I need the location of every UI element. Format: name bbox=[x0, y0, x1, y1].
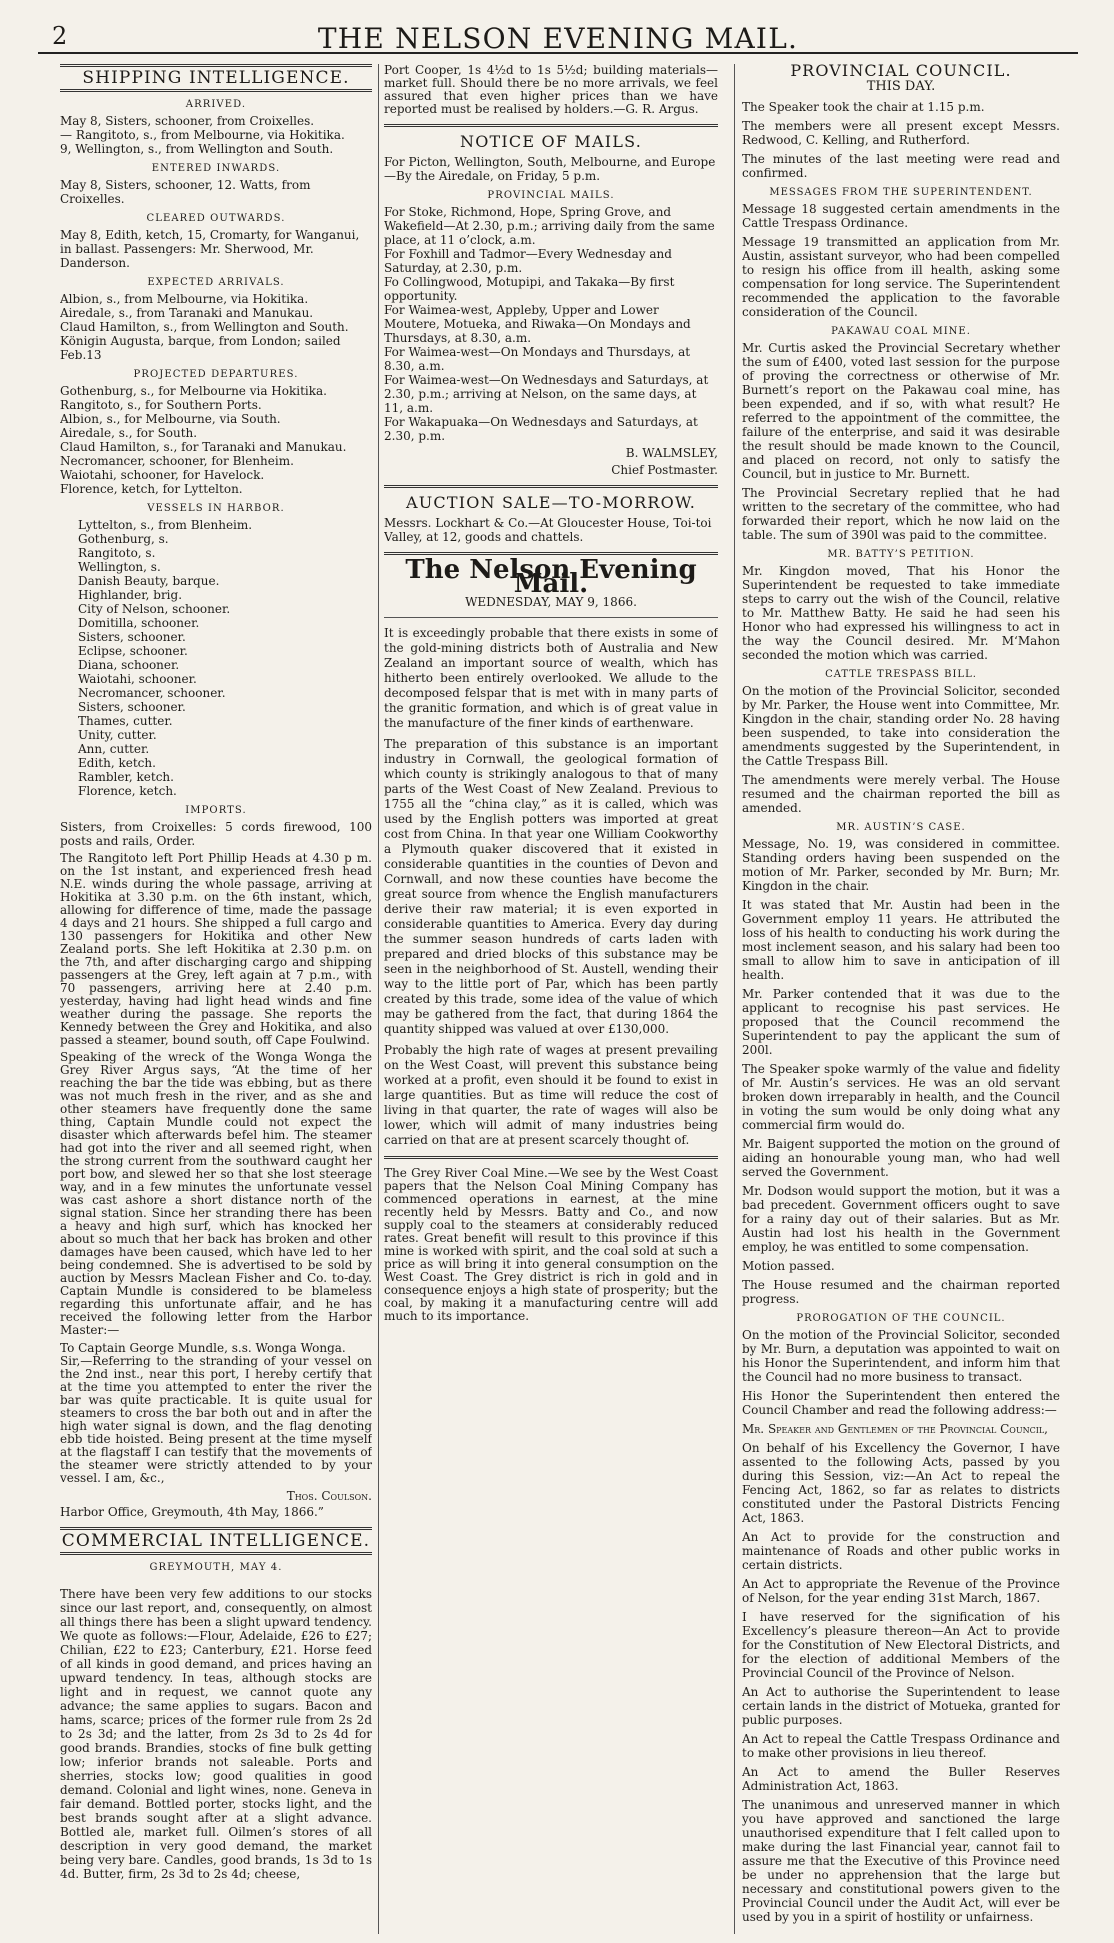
cattle-title: CATTLE TRESPASS BILL. bbox=[825, 669, 977, 680]
vessel-item: City of Nelson, schooner. bbox=[78, 602, 231, 616]
vessel-item: Wellington, s. bbox=[78, 560, 161, 574]
prorogation-paragraph: An Act to appropriate the Revenue of the Province of Nelson, for the year ending 31st March, 1867. bbox=[742, 1577, 1060, 1605]
vessel-item: Waiotahi, schooner. bbox=[78, 672, 197, 686]
messages-title: MESSAGES FROM THE SUPERINTENDENT. bbox=[769, 187, 1033, 198]
rangitoto-paragraph: The Rangitoto left Port Phillip Heads at 4.30 p m. on the 1st instant, and experienced fresh head N.E. winds during the whole passage, arriving at Hokitika at 3.30 p.m. on the 6th instant, which, allowing for difference of time, made the passage 4 days and 21 hours. She shipped a full cargo and 130 passengers for Hokitika and other New Zealand ports. She left Hokitika at 2.30 p.m. on the 7th, and after discharging cargo and shipping passengers at the Grey, left again at 7 p.m., with 70 passengers, arriving here at 2.40 p.m. yesterday, having had light head winds and fine weather during the passage. She reports the Kennedy between the Grey and Hokitika, and also passed a steamer, bound south, off Cape Foulwind. bbox=[60, 851, 372, 1047]
provincial-council-title: PROVINCIAL COUNCIL. bbox=[790, 64, 1012, 80]
austin-title: MR. AUSTIN’S CASE. bbox=[836, 822, 966, 833]
vessel-item: Diana, schooner. bbox=[78, 658, 180, 672]
vessel-item: Eclipse, schooner. bbox=[78, 644, 188, 658]
masthead bbox=[38, 14, 1078, 54]
entered-title: ENTERED INWARDS. bbox=[151, 163, 281, 174]
prorogation-paragraph: The unanimous and unreserved manner in which you have approved and sanctioned the large unauthorised expenditure that I felt called upon to make during the last Financial year, cannot fail to assure me that the Executive of this Province need be under no apprehension that the large but necessary and constitutional powers given to the Provincial Council under the Audit Act, will ever be used by you in a spirit of hostility or unfairness. bbox=[742, 1798, 1060, 1924]
mail-item: For Stoke, Richmond, Hope, Spring Grove, and Wakefield—At 2.30, p.m.; arriving daily from the same place, at 11 o’clock, a.m. bbox=[384, 205, 715, 247]
cattle-paragraph: On the motion of the Provincial Solicitor, seconded by Mr. Parker, the House went into Committee, Mr. Kingdon in the chair, standing order No. 28 having been suspended, to take into consideration the amendments suggested by the Superintendent, in the Cattle Trespass Bill. bbox=[742, 684, 1060, 768]
batty-title: MR. BATTY’S PETITION. bbox=[827, 549, 975, 560]
austin-paragraph: The House resumed and the chairman reported progress. bbox=[742, 1278, 1060, 1306]
notice-line: For Picton, Wellington, South, Melbourne, and Europe—By the Airedale, on Friday, 5 p.m. bbox=[384, 155, 716, 183]
expected-title: EXPECTED ARRIVALS. bbox=[147, 277, 285, 288]
mail-item: For Waimea-west—On Mondays and Thursdays, at 8.30, a.m. bbox=[384, 345, 691, 373]
projected-title: PROJECTED DEPARTURES. bbox=[133, 369, 299, 380]
expected-item: Albion, s., from Melbourne, via Hokitika. bbox=[60, 292, 309, 306]
vessel-item: Sisters, schooner. bbox=[78, 700, 186, 714]
imports-item: Sisters, from Croixelles: 5 cords firewood, 100 posts and rails, Order. bbox=[60, 820, 372, 848]
projected-item: Claud Hamilton, s., for Taranaki and Manukau. bbox=[60, 440, 347, 454]
auction-title: AUCTION SALE—TO-MORROW. bbox=[405, 493, 697, 512]
lead-paragraph: Probably the high rate of wages at present prevailing on the West Coast, will prevent this substance being worked at a profit, even should it be found to exist in large quantities. But as time will reduce the cost of living in that quarter, the rate of wages will also be lower, which will admit of many industries being carried on that are at present scarcely thought of. bbox=[384, 1043, 718, 1147]
column-divider-left bbox=[378, 64, 379, 1934]
wreck-paragraph: Speaking of the wreck of the Wonga Wonga the Grey River Argus says, “At the time of her reaching the bar the tide was ebbing, but as there was not much fresh in the river, and as she and other steamers have frequently done the same thing, Captain Mundle could not expect the disaster which afterwards befel him. The steamer had got into the river and all seemed right, when the strong current from the southward caught her port bow, and slewed her so that she lost steerage way, and in a few minutes the unfortunate vessel was cast ashore a short distance north of the signal station. Since her stranding there has been a heavy and high surf, which has knocked her about so much that her back has broken and other damages have been caused, which have led to her being condemned. She is advertised to be sold by auction by Messrs Maclean Fisher and Co. to-day. Captain Mundle is considered to be blameless regarding this unfortunate affair, and he has received the following letter from the Harbor Master:— bbox=[60, 1050, 372, 1337]
cleared-item: May 8, Edith, ketch, 15, Cromarty, for Wanganui, in ballast. Passengers: Mr. Sherwood, Mr. Danderson. bbox=[60, 228, 360, 270]
council-paragraph: The minutes of the last meeting were read and confirmed. bbox=[742, 152, 1060, 180]
prorogation-paragraph: His Honor the Superintendent then entered the Council Chamber and read the following address:— bbox=[742, 1389, 1060, 1417]
batty-paragraph: Mr. Kingdon moved, That his Honor the Superintendent be requested to take immediate steps to carry out the wish of the Council, relative to Mr. Matthew Batty. He said he had seen his Honor who had expressed his willingness to act in the way the Council desired. Mr. M‘Mahon seconded the motion which was carried. bbox=[742, 564, 1060, 662]
right-column bbox=[742, 64, 1060, 1934]
entered-item: May 8, Sisters, schooner, 12. Watts, from Croixelles. bbox=[60, 178, 311, 206]
mail-item: For Wakapuaka—On Wednesdays and Saturdays, at 2.30, p.m. bbox=[384, 415, 698, 443]
date-line: WEDNESDAY, MAY 9, 1866. bbox=[465, 595, 637, 609]
projected-item: Rangitoto, s., for Southern Ports. bbox=[60, 398, 262, 412]
mail-item: For Waimea-west, Appleby, Upper and Lower Moutere, Motueka, and Riwaka—On Mondays and Thursdays, at 8.30, a.m. bbox=[384, 303, 691, 345]
austin-paragraph: Mr. Dodson would support the motion, but it was a bad precedent. Government officers ought to save for a rainy day out of their salaries. But as Mr. Austin had lost his health in the Government employ, he was entitled to some compensation. bbox=[742, 1184, 1060, 1254]
mail-item: For Foxhill and Tadmor—Every Wednesday and Saturday, at 2.30, p.m. bbox=[384, 247, 672, 275]
signature-name: B. WALMSLEY, bbox=[625, 446, 718, 460]
letter-to: To Captain George Mundle, s.s. Wonga Wonga. bbox=[60, 1341, 346, 1355]
vessel-item: Sisters, schooner. bbox=[78, 630, 186, 644]
vessel-item: Edith, ketch. bbox=[78, 756, 156, 770]
vessel-item: Gothenburg, s. bbox=[78, 532, 169, 546]
mail-item: Fo Collingwood, Motupipi, and Takaka—By first opportunity. bbox=[384, 275, 675, 303]
austin-paragraph: Mr. Parker contended that it was due to the applicant to recognise his past services. He proposed that the Council recommend the Superintendent to pay the applicant the sum of 200l. bbox=[742, 987, 1060, 1057]
masthead-title: THE NELSON EVENING MAIL. bbox=[317, 22, 799, 55]
projected-item: Florence, ketch, for Lyttelton. bbox=[60, 482, 243, 496]
rule bbox=[384, 1156, 718, 1159]
vessel-item: Domitilla, schooner. bbox=[78, 616, 200, 630]
pakawau-paragraph: Mr. Curtis asked the Provincial Secretary whether the sum of £400, voted last session for the purpose of proving the correctness or otherwise of Mr. Burnett’s report on the Pakawau coal mine, has been expended, and if so, with what result? He referred to the appointment of the committee, the failure of the enterprise, and said it was desirable the result should be made known to the Council, and placed on record, not only to satisfy the Council, but in justice to Mr. Burnett. bbox=[742, 341, 1060, 481]
auction-text: Messrs. Lockhart & Co.—At Gloucester House, Toi-toi Valley, at 12, goods and chattels. bbox=[384, 516, 712, 544]
vessel-item: Highlander, brig. bbox=[78, 588, 183, 602]
council-paragraph: The members were all present except Messrs. Redwood, C. Kelling, and Rutherford. bbox=[742, 119, 1060, 147]
arrived-item: May 8, Sisters, schooner, from Croixelles. bbox=[60, 114, 315, 128]
vessel-item: Danish Beauty, barque. bbox=[78, 574, 220, 588]
rule bbox=[384, 124, 718, 127]
rule bbox=[384, 485, 718, 488]
austin-paragraph: The Speaker spoke warmly of the value and fidelity of Mr. Austin’s services. He was an old servant broken down irreparably in health, and the Council in voting the sum would be only doing what any commercial firm would do. bbox=[742, 1062, 1060, 1132]
blackletter-title: The Nelson Evening Mail. bbox=[405, 555, 697, 599]
messages-paragraph: Message 18 suggested certain amendments in the Cattle Trespass Ordinance. bbox=[742, 202, 1060, 230]
lead-paragraph: The preparation of this substance is an important industry in Cornwall, the geological formation of which county is strikingly analogous to that of many parts of the West Coast of New Zealand. Previous to 1755 all the “china clay,” as it is called, which was used by the English potters was imported at great cost from China. In that year one William Cookworthy a Plymouth quaker discovered that it existed in considerable quantities in the counties of Devon and Cornwall, and now these counties have become the great source from whence the English manufacturers derive their raw material; it is even exported in considerable quantities to America. Every day during the summer season hundreds of carts laden with prepared and dried blocks of this substance may be seen in the neighborhood of St. Austell, wending their way to the little port of Par, which has been partly created by this trade, some idea of the value of which may be gathered from the fact, that during 1864 the quantity shipped was valued at over £130,000. bbox=[384, 737, 718, 1036]
left-column bbox=[60, 64, 372, 1934]
projected-item: Waiotahi, schooner, for Havelock. bbox=[60, 468, 265, 482]
signature-title: Chief Postmaster. bbox=[611, 463, 718, 477]
provincial-council-subtitle: THIS DAY. bbox=[866, 79, 936, 94]
provincial-mails-title: PROVINCIAL MAILS. bbox=[487, 190, 615, 201]
letter-body: Sir,—Referring to the stranding of your vessel on the 2nd inst., near this port, I hereby certify that at the time you attempted to enter the river the bar was quite practicable. It is quite usual for steamers to cross the bar both out and in after the high water signal is down, and the flag denoting ebb tide hoisted. Being present at the time myself at the flagstaff I can testify that the movements of the steamer were strictly attended to by your vessel. I am, &c., bbox=[60, 1354, 372, 1485]
prorogation-paragraph: Mr. Speaker and Gentlemen of the Provincial Council, bbox=[742, 1422, 1048, 1436]
arrived-list bbox=[60, 114, 372, 156]
lead-paragraph: It is exceedingly probable that there exists in some of the gold-mining districts both of Australia and New Zealand an important source of wealth, which has hitherto been entirely overlooked. We allude to the decomposed felspar that is met with in many parts of the granitic formation, and which is of great value in the manufacture of the finer kinds of earthenware. bbox=[384, 626, 718, 730]
middle-column bbox=[384, 64, 718, 1934]
letter-footer: Harbor Office, Greymouth, 4th May, 1866.” bbox=[60, 1505, 324, 1519]
rule bbox=[384, 617, 718, 618]
prorogation-paragraph: I have reserved for the signification of his Excellency’s pleasure thereon—An Act to provide for the Constitution of New Electoral Districts, and for the election of additional Members of the Provincial Council of the Province of Nelson. bbox=[742, 1610, 1060, 1680]
messages-paragraph: Message 19 transmitted an application from Mr. Austin, assistant surveyor, who had been compelled to resign his office from ill health, asking some compensation for long service. The Superintendent recommended the application to the favorable consideration of the Council. bbox=[742, 235, 1060, 319]
mail-item: For Waimea-west—On Wednesdays and Saturdays, at 2.30, p.m.; arriving at Nelson, on the same days, at 11, a.m. bbox=[384, 373, 709, 415]
arrived-item: — Rangitoto, s., from Melbourne, via Hokitika. bbox=[60, 128, 345, 142]
vessels-title: VESSELS IN HARBOR. bbox=[147, 503, 285, 514]
vessel-item: Thames, cutter. bbox=[78, 714, 173, 728]
expected-item: Airedale, s., from Taranaki and Manukau. bbox=[60, 306, 314, 320]
commercial-heading: COMMERCIAL INTELLIGENCE. bbox=[60, 1527, 372, 1555]
notice-title: NOTICE OF MAILS. bbox=[460, 132, 642, 151]
arrived-item: 9, Wellington, s., from Wellington and South. bbox=[60, 142, 334, 156]
imports-title: IMPORTS. bbox=[185, 805, 247, 816]
pakawau-title: PAKAWAU COAL MINE. bbox=[831, 326, 971, 337]
prorogation-paragraph: On the motion of the Provincial Solicitor, seconded by Mr. Burn, a deputation was appointed to wait on his Honor the Superintendent, and inform him that the Council had no more business to transact. bbox=[742, 1328, 1060, 1384]
prorogation-paragraph: An Act to authorise the Superintendent to lease certain lands in the district of Motueka, granted for public purposes. bbox=[742, 1685, 1060, 1727]
austin-paragraph: Motion passed. bbox=[742, 1259, 835, 1273]
letter-signature: Thos. Coulson. bbox=[286, 1489, 372, 1503]
coal-paragraph: The Grey River Coal Mine.—We see by the West Coast papers that the Nelson Coal Mining Company has commenced operations in earnest, at the mine recently held by Messrs. Batty and Co., and now supply coal to the steamers at considerably reduced rates. Great benefit will result to this province if this mine is worked with spirit, and the coal sold at such a price as will bring it into general consumption on the West Coast. The Grey district is rich in gold and in consequence enjoys a high state of prosperity; but the coal, by making it a manufacturing centre will add much to its importance. bbox=[384, 1166, 718, 1323]
vessel-item: Lyttelton, s., from Blenheim. bbox=[78, 518, 253, 532]
prorogation-paragraph: On behalf of his Excellency the Governor, I have assented to the following Acts, passed by you during this Session, viz:—An Act to repeal the Fencing Act, 1862, so far as relates to districts constituted under the Pastoral Districts Fencing Act, 1863. bbox=[742, 1441, 1060, 1525]
projected-item: Airedale, s., for South. bbox=[60, 426, 198, 440]
vessel-item: Rangitoto, s. bbox=[78, 546, 156, 560]
pakawau-paragraph: The Provincial Secretary replied that he had written to the secretary of the committee, who had forwarded their report, which he now laid on the table. The sum of 390l was paid to the committee. bbox=[742, 486, 1060, 542]
projected-item: Necromancer, schooner, for Blenheim. bbox=[60, 454, 294, 468]
arrived-title: ARRIVED. bbox=[185, 99, 247, 110]
vessel-item: Necromancer, schooner. bbox=[78, 686, 226, 700]
austin-paragraph: Mr. Baigent supported the motion on the ground of aiding an honourable young man, who had well served the Government. bbox=[742, 1137, 1060, 1179]
prorogation-paragraph: An Act to provide for the construction and maintenance of Roads and other public works in certain districts. bbox=[742, 1530, 1060, 1572]
commercial-text: There have been very few additions to our stocks since our last report, and, consequently, on almost all things there has been a slight upward tendency. We quote as follows:—Flour, Adelaide, £26 to £27; Chilian, £22 to £23; Canterbury, £21. Horse feed of all kinds in good demand, and prices having an upward tendency. In teas, although stocks are light and in request, we cannot quote any advance; the same applies to sugars. Bacon and hams, scarce; prices of the former rule from 2s 2d to 2s 3d; and the latter, from 2s 3d to 2s 4d for good brands. Brandies, stocks of fine bulk getting low; inferior brands not saleable. Ports and sherries, stocks low; good qualities in good demand. Colonial and light wines, none. Geneva in fair demand. Bottled porter, stocks light, and the best brands sought after at a slight advance. Bottled ale, market full. Oilmen’s stores of all description in very good demand, the market being very bare. Candles, good brands, 1s 3d to 1s 4d. Butter, firm, 2s 3d to 2s 4d; cheese, bbox=[60, 1587, 372, 1881]
cleared-title: CLEARED OUTWARDS. bbox=[146, 213, 286, 224]
cattle-paragraph: The amendments were merely verbal. The House resumed and the chairman reported the bill as amended. bbox=[742, 773, 1060, 815]
vessel-item: Ann, cutter. bbox=[78, 742, 150, 756]
commercial-place: GREYMOUTH, MAY 4. bbox=[149, 1562, 283, 1573]
vessel-item: Unity, cutter. bbox=[78, 728, 157, 742]
prorogation-paragraph: An Act to amend the Buller Reserves Administration Act, 1863. bbox=[742, 1765, 1060, 1793]
page-number: 2 bbox=[52, 22, 68, 50]
column-divider-right bbox=[734, 64, 735, 1934]
shipping-heading: SHIPPING INTELLIGENCE. bbox=[60, 64, 372, 92]
prorogation-title: PROROGATION OF THE COUNCIL. bbox=[796, 1313, 1006, 1324]
austin-paragraph: Message, No. 19, was considered in committee. Standing orders having been suspended on the motion of Mr. Parker, seconded by Mr. Burn; Mr. Kingdon in the chair. bbox=[742, 837, 1060, 893]
expected-item: Königin Augusta, barque, from London; sailed Feb.13 bbox=[60, 334, 341, 362]
prorogation-paragraph: An Act to repeal the Cattle Trespass Ordinance and to make other provisions in lieu thereof. bbox=[742, 1732, 1060, 1760]
council-paragraph: The Speaker took the chair at 1.15 p.m. bbox=[742, 100, 985, 114]
vessel-item: Rambler, ketch. bbox=[78, 770, 174, 784]
expected-item: Claud Hamilton, s., from Wellington and South. bbox=[60, 320, 349, 334]
port-cooper-text: Port Cooper, 1s 4½d to 1s 5½d; building materials—market full. Should there be no more arrivals, we feel assured that even higher prices than we have reported must be realised by holders.—G. R. Argus. bbox=[384, 64, 718, 116]
projected-item: Albion, s., for Melbourne, via South. bbox=[60, 412, 281, 426]
austin-paragraph: It was stated that Mr. Austin had been in the Government employ 11 years. He attributed the loss of his health to conducting his work during the most inclement season, and his salary had been too small to allow him to save in anticipation of ill health. bbox=[742, 898, 1060, 982]
vessel-item: Florence, ketch. bbox=[78, 784, 177, 798]
projected-item: Gothenburg, s., for Melbourne via Hokitika. bbox=[60, 384, 327, 398]
